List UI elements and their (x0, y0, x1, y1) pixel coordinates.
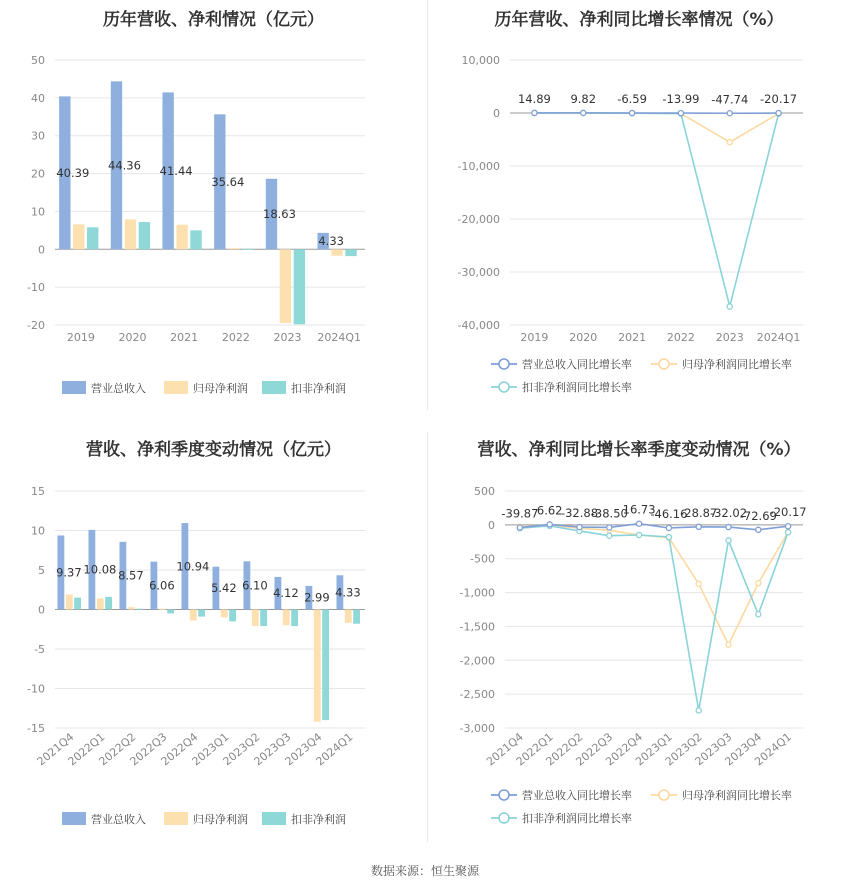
data-label: -20.17 (769, 505, 807, 520)
data-label: 4.33 (318, 234, 344, 249)
data-label: 4.33 (335, 585, 361, 600)
bar-1 (228, 248, 239, 249)
data-label: 10.94 (176, 559, 210, 574)
x-tick-label: 2024Q1 (752, 730, 795, 769)
y-tick-label: 15 (31, 485, 45, 498)
x-tick-label: 2020 (569, 331, 598, 344)
x-tick-label: 2023Q2 (220, 730, 263, 769)
data-label: -20.17 (760, 92, 798, 107)
x-tick-label: 2021 (170, 331, 199, 344)
x-tick-label: 2023Q1 (633, 730, 675, 769)
data-label: -39.87 (501, 506, 539, 521)
x-tick-label: 2023Q4 (282, 730, 325, 769)
bar-1 (221, 610, 228, 618)
bar-2 (229, 610, 236, 622)
bar-1 (252, 610, 259, 627)
bar-1 (125, 219, 136, 249)
x-tick-label: 2022Q1 (65, 730, 108, 769)
data-label: -72.69 (739, 508, 777, 523)
bar-2 (136, 609, 143, 610)
point-0 (696, 524, 701, 529)
series-line-2 (520, 526, 788, 711)
legend-label: 归母净利润 (193, 382, 248, 395)
bar-2 (291, 610, 298, 627)
y-tick-label: 0 (493, 107, 500, 120)
legend-label: 扣非净利润 (291, 813, 346, 826)
bar-2 (353, 610, 360, 624)
legend-marker (499, 813, 509, 823)
x-tick-label: 2019 (520, 331, 549, 344)
bar-2 (294, 249, 305, 324)
legend-swatch (62, 381, 86, 394)
data-label: 2.99 (304, 590, 330, 605)
point-2 (727, 304, 732, 309)
chart-title: 历年营收、净利同比增长率情况（%） (494, 10, 784, 30)
point-0 (678, 110, 683, 115)
x-tick-label: 2023 (715, 331, 744, 344)
y-tick-label: 20 (31, 167, 45, 181)
data-label: 14.89 (517, 91, 551, 106)
y-tick-label: -20 (27, 319, 45, 332)
bar-1 (283, 610, 290, 626)
point-1 (756, 580, 761, 585)
point-0 (786, 524, 791, 529)
bar-1 (280, 249, 291, 323)
data-label: 6.62 (536, 503, 563, 518)
x-tick-label: 2022 (221, 331, 250, 344)
x-tick-label: 2024Q1 (313, 730, 356, 769)
legend-marker (499, 790, 509, 800)
x-tick-label: 2023 (273, 331, 302, 344)
point-0 (532, 110, 537, 115)
x-tick-label: 2023Q2 (662, 730, 705, 769)
point-0 (581, 110, 586, 115)
bar-2 (190, 230, 201, 249)
bar-2 (74, 598, 81, 610)
y-tick-label: 30 (31, 129, 45, 143)
data-label: 40.39 (56, 165, 90, 180)
legend-marker (499, 359, 509, 369)
legend-label: 扣非净利润同比增长率 (522, 812, 632, 825)
data-label: -38.50 (590, 506, 628, 521)
chart-annual-growth-line (428, 25, 850, 410)
legend-label: 归母净利润 (193, 813, 248, 826)
chart-quarterly-growth-line (428, 432, 850, 832)
data-label: -28.87 (680, 505, 718, 520)
data-label: 8.57 (118, 568, 144, 583)
legend-swatch (262, 812, 286, 825)
bar-1 (159, 609, 166, 610)
y-tick-label: -500 (470, 552, 495, 566)
y-tick-label: -10 (27, 281, 45, 295)
panel-annual-revenue-profit (0, 0, 427, 410)
data-label: -47.74 (711, 92, 749, 107)
y-tick-label: 10 (31, 205, 45, 219)
data-label: 6.10 (242, 578, 268, 593)
y-tick-label: -5 (34, 643, 45, 656)
point-1 (696, 581, 701, 586)
data-label: 9.82 (570, 91, 597, 106)
x-tick-label: 2021Q4 (484, 730, 526, 769)
bar-2 (87, 227, 98, 249)
x-tick-label: 2021Q4 (34, 730, 77, 769)
data-label: -13.99 (662, 92, 700, 107)
y-tick-label: -30,000 (457, 266, 500, 279)
chart-title: 历年营收、净利情况（亿元） (103, 10, 324, 30)
legend-label: 归母净利润同比增长率 (682, 789, 792, 802)
y-tick-label: -3,000 (459, 722, 495, 735)
point-2 (607, 533, 612, 538)
bar-1 (314, 610, 321, 722)
x-tick-label: 2022 (666, 331, 695, 344)
bar-1 (190, 610, 197, 621)
point-2 (726, 538, 731, 543)
point-2 (696, 708, 701, 713)
legend-swatch (62, 812, 86, 825)
y-tick-label: 0 (38, 603, 45, 617)
bar-1 (73, 224, 84, 249)
legend-label: 扣非净利润 (291, 382, 346, 395)
y-tick-label: -10,000 (457, 160, 500, 173)
data-source: 数据来源：恒生聚源 (370, 864, 479, 878)
legend-label: 营业总收入 (91, 382, 146, 395)
x-tick-label: 2023Q1 (189, 730, 232, 769)
y-tick-label: 0 (488, 518, 495, 532)
x-tick-label: 2019 (66, 331, 95, 344)
data-label: 4.12 (273, 586, 299, 601)
bar-2 (167, 610, 174, 614)
x-tick-label: 2024Q1 (317, 331, 361, 344)
x-tick-label: 2023Q3 (251, 730, 294, 769)
point-2 (786, 530, 791, 535)
x-tick-label: 2022Q1 (513, 730, 556, 769)
point-0 (517, 525, 522, 530)
legend-label: 营业总收入同比增长率 (522, 789, 632, 802)
data-label: 9.37 (56, 565, 82, 580)
y-tick-label: 40 (31, 91, 45, 105)
data-label: 44.36 (108, 158, 141, 173)
y-tick-label: -20,000 (457, 213, 500, 226)
x-tick-label: 2022Q2 (543, 730, 586, 769)
point-2 (637, 532, 642, 537)
y-tick-label: -2,500 (459, 688, 495, 702)
data-label: 16.73 (622, 502, 656, 517)
legend-marker (659, 790, 669, 800)
legend-label: 扣非净利润同比增长率 (522, 381, 632, 394)
point-1 (726, 642, 731, 647)
point-0 (727, 111, 732, 116)
point-0 (547, 522, 552, 527)
bar-2 (260, 610, 267, 627)
chart-annual-bar (0, 25, 427, 410)
bar-2 (322, 610, 329, 721)
bar-1 (97, 598, 104, 609)
chart-quarterly-bar (0, 432, 427, 832)
panel-annual-growth (428, 0, 850, 410)
point-2 (756, 612, 761, 617)
data-label: 18.63 (263, 207, 296, 222)
y-tick-label: -10 (27, 682, 45, 696)
bar-1 (66, 594, 73, 609)
legend-label: 营业总收入 (91, 813, 146, 826)
data-label: -32.88 (560, 506, 599, 521)
data-label: -6.59 (617, 92, 647, 107)
point-0 (756, 527, 761, 532)
bar-1 (128, 607, 135, 609)
bar-2 (198, 610, 205, 617)
panel-quarterly-revenue-profit (0, 432, 427, 842)
legend-swatch (164, 812, 188, 825)
x-tick-label: 2022Q3 (573, 730, 616, 769)
x-tick-label: 2021 (618, 331, 647, 344)
point-0 (607, 525, 612, 530)
point-0 (629, 110, 634, 115)
y-tick-label: 500 (474, 485, 495, 498)
point-0 (666, 525, 671, 530)
y-tick-label: 0 (38, 243, 45, 257)
series-line-2 (534, 113, 778, 307)
point-2 (666, 534, 671, 539)
data-label: 10.08 (83, 562, 117, 577)
y-tick-label: -1,000 (459, 586, 495, 600)
x-tick-label: 2022Q4 (158, 730, 201, 769)
series-line-1 (534, 113, 778, 142)
y-tick-label: 5 (38, 564, 45, 577)
bar-2 (139, 222, 150, 249)
bar-1 (331, 249, 342, 255)
point-0 (637, 521, 642, 526)
point-0 (776, 111, 781, 116)
legend-swatch (262, 381, 286, 394)
y-tick-label: -1,500 (459, 620, 495, 634)
bar-1 (345, 610, 352, 623)
bar-1 (176, 225, 187, 250)
bar-2 (242, 249, 253, 250)
legend-label: 归母净利润同比增长率 (682, 358, 792, 371)
data-label: -32.02 (709, 506, 748, 521)
point-0 (726, 524, 731, 529)
x-tick-label: 2023Q3 (692, 730, 735, 769)
legend-label: 营业总收入同比增长率 (522, 358, 632, 371)
bar-2 (105, 597, 112, 610)
data-label: 35.64 (211, 174, 245, 189)
data-label: -46.16 (650, 506, 688, 521)
y-tick-label: -15 (27, 722, 45, 735)
panel-quarterly-growth (428, 432, 850, 842)
point-0 (577, 524, 582, 529)
bar-2 (345, 249, 356, 256)
point-1 (727, 140, 732, 145)
x-tick-label: 2022Q4 (603, 730, 646, 769)
y-tick-label: -40,000 (457, 319, 500, 332)
y-tick-label: 10,000 (461, 54, 500, 67)
data-label: 41.44 (159, 163, 193, 178)
chart-title: 营收、净利同比增长率季度变动情况（%） (477, 440, 801, 460)
data-label: 5.42 (211, 581, 237, 596)
y-tick-label: -2,000 (459, 654, 495, 668)
x-tick-label: 2020 (118, 331, 147, 344)
chart-title: 营收、净利季度变动情况（亿元） (86, 440, 341, 460)
legend-swatch (164, 381, 188, 394)
x-tick-label: 2024Q1 (756, 331, 801, 344)
y-tick-label: 50 (31, 54, 45, 67)
x-tick-label: 2022Q2 (96, 730, 139, 769)
legend-marker (499, 382, 509, 392)
y-tick-label: 10 (31, 524, 45, 538)
x-tick-label: 2022Q3 (127, 730, 170, 769)
data-label: 6.06 (149, 578, 175, 593)
x-tick-label: 2023Q4 (722, 730, 765, 769)
legend-marker (659, 359, 669, 369)
